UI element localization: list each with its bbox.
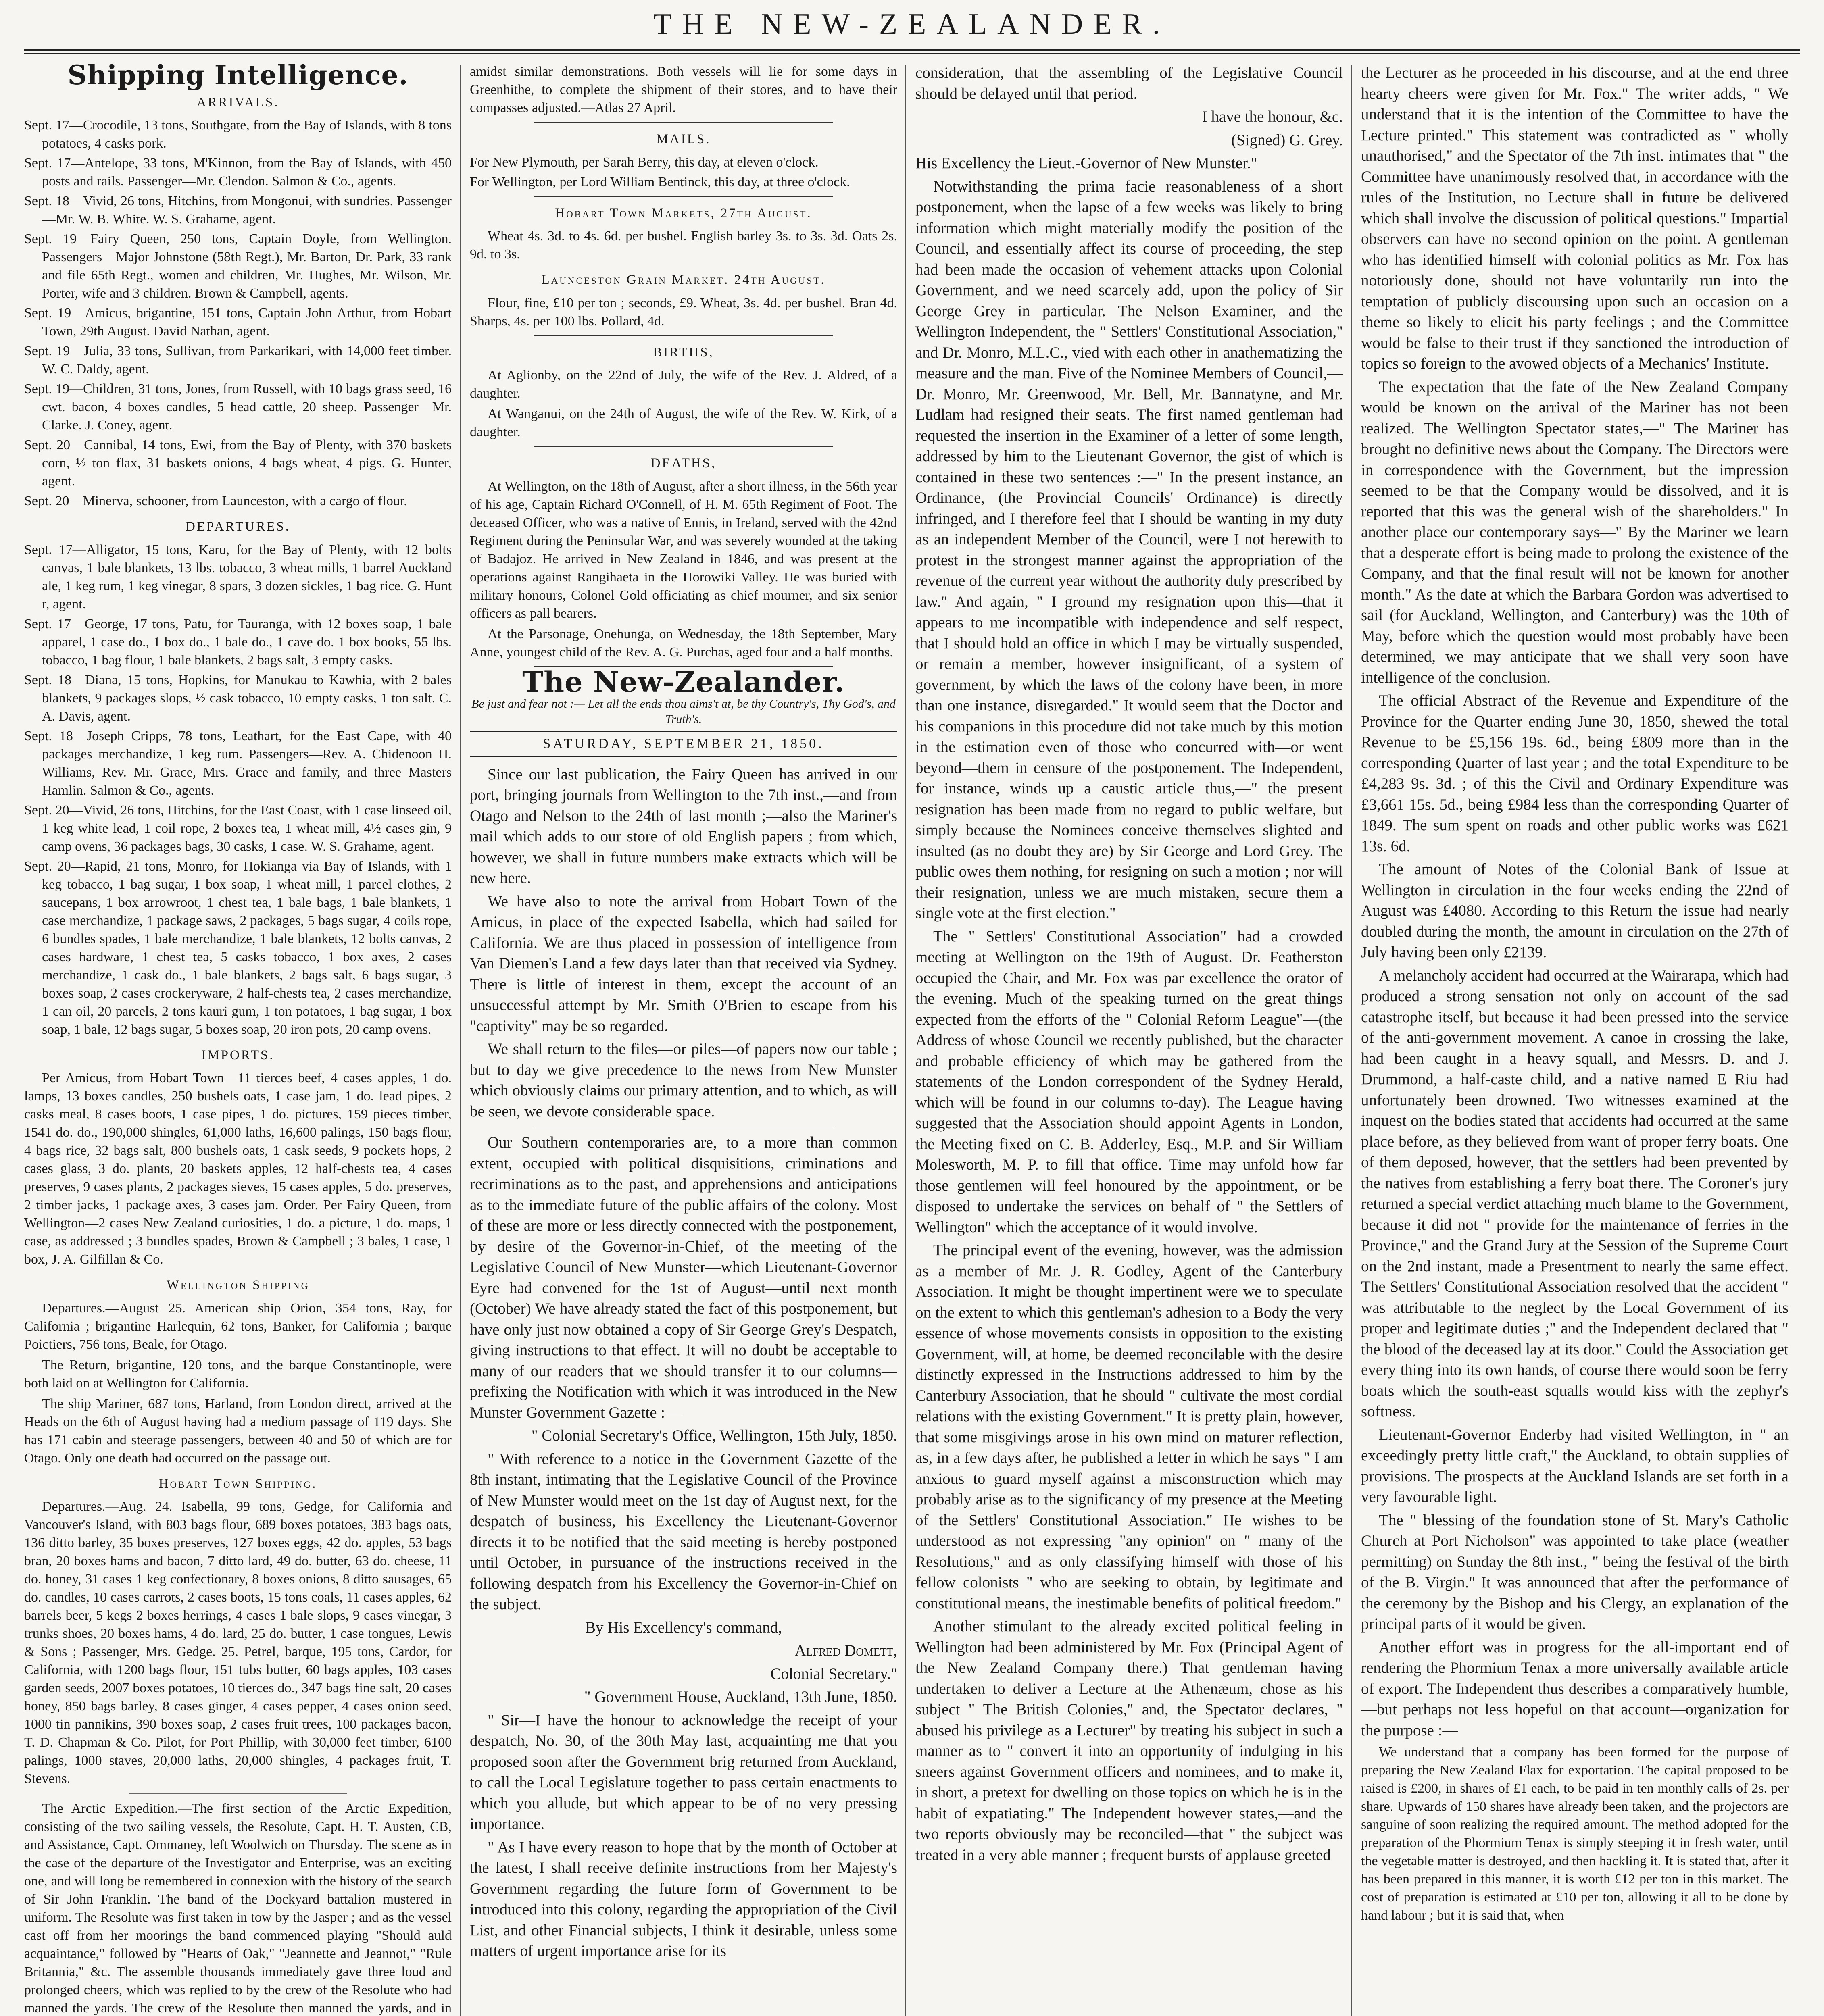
motto: Be just and fear not :— Let all the ends thou aims't at, be thy Country's, Thy God's, and Truth's. [471, 697, 896, 726]
divider [534, 446, 833, 447]
masthead-rule [24, 49, 1800, 51]
hobart-markets-heading: Hobart Town Markets, 27th August. [555, 206, 812, 221]
article-paragraph: The " blessing of the foundation stone of St. Mary's Catholic Church at Port Nicholson" was appointed to take place (weather permitting) on Sunday the 8th inst., " being the festival of the birth of the B. Virgin." It was announced that after the performance of the ceremony by the Bishop and his Clergy, an explanation of the principal parts of it would be given. [1361, 1511, 1789, 1633]
arrival-entry: Sept. 19—Fairy Queen, 250 tons, Captain Doyle, from Wellington. Passengers—Major Johnstone (58th Regt.), Mr. Barton, Dr. Park, 33 rank and file 65th Regt., women and children, Mr. Hughes, Mr. Wilson, Mr. Porter, wife and 3 children. Brown & Campbell, agents. [24, 231, 452, 301]
arctic-expedition-text: The Arctic Expedition.—The first section of the Arctic Expedition, consisting of the two sailing vessels, the Resolute, Capt. H. T. Austen, CB, and Assistance, Capt. Ommaney, left Woolwich on Thursday. The scene as in the case of the departure of the Investigator and Enterprise, was an exciting one, and will long be remembered in connexion with the history of the search of Sir John Franklin. The band of the Dockyard battalion mustered in uniform. The Resolute was first taken in tow by the Jasper ; and as the vessel cast off from her moorings the band commenced playing "Should auld acquaintance," followed by "Hearts of Oak," "Jeannette and Jeannot," "Rule Britannia," &c. The assemble thousands immediately gave three loud and prolonged cheers, which was replied to by the crew of the Resolute who had manned the yards. The crew of the Resolute then manned the yards, and in [24, 1801, 452, 2016]
wellington-text: The Return, brigantine, 120 tons, and the barque Constantinople, were both laid on at Wellington for California. [24, 1357, 452, 1391]
arrival-entry: Sept. 19—Children, 31 tons, Jones, from Russell, with 10 bags grass seed, 16 cwt. bacon, 4 boxes candles, 5 head cattle, 20 sheep. Passenger—Mr. Clarke. J. Coney, agent. [24, 381, 452, 433]
signatory-title: Colonial Secretary." [770, 1665, 897, 1683]
birth-entry: At Wanganui, on the 24th of August, the wife of the Rev. W. Kirk, of a daughter. [470, 406, 897, 439]
wellington-shipping-heading: Wellington Shipping [166, 1278, 310, 1292]
departure-entry: Sept. 18—Diana, 15 tons, Hopkins, for Manukau to Kawhia, with 2 bales blankets, 9 packages slops, ½ cask tobacco, 10 empty casks, 1 ton salt. C. A. Davis, agent. [24, 672, 452, 724]
article-paragraph: the Lecturer as he proceeded in his discourse, and at the end three hearty cheers were given for Mr. Fox." The writer adds, " We understand that it is the intention of the Committee to have the Lecture printed." This statement was contradicted as " wholly unauthorised," and the Spectator of the 7th inst. intimates that " the Committee have unanimously resolved that, in accordance with the rules of the Institution, no Lecture shall in future be delivered which shall involve the discussion of political questions." Impartial observers can have no second opinion on the point. A gentleman who has identified himself with colonial politics as Mr. Fox has notoriously done, should not have voluntarily run into the temptation of publicly discoursing upon such an occasion on a theme so likely to elicit his party feelings ; and the Committee would be false to their trust if they sanctioned the introduction of topics so foreign to the avowed objects of a Mechanics' Institute. [1361, 64, 1789, 372]
divider [534, 122, 833, 123]
arrival-entry: Sept. 19—Amicus, brigantine, 151 tons, Captain John Arthur, from Hobart Town, 29th August. David Nathan, agent. [24, 306, 452, 339]
column-2 [470, 62, 897, 2016]
divider [129, 1793, 347, 1794]
deaths-heading: DEATHS, [650, 456, 717, 471]
departures-heading: DEPARTURES. [186, 519, 290, 534]
hobart-shipping-heading: Hobart Town Shipping. [158, 1476, 317, 1491]
editorial-paragraph: Since our last publication, the Fairy Queen has arrived in our port, bringing journals from Wellington to the 7th inst.,—and from Otago and Nelson to the 24th of last month ;—also the Mariner's mail which adds to our store of old English papers ; from which, however, we shall in future numbers make extracts which will be new here. [470, 765, 897, 887]
notice-text: " With reference to a notice in the Government Gazette of the 8th instant, intimating that the Legislative Council of the Province of New Munster would meet on the 1st day of August next, for the despatch of business, his Excellency the Lieutenant-Governor directs it to be notified that the said meeting is hereby postponed until October, in pursuance of the instructions received in the following despatch from his Excellency the Governor-in-Chief on the subject. [470, 1450, 897, 1613]
mails-heading: MAILS. [656, 132, 711, 146]
masthead-title: THE NEW-ZEALANDER. [653, 8, 1171, 41]
article-paragraph: The amount of Notes of the Colonial Bank of Issue at Wellington in circulation in the four weeks ending the 22nd of August was £4080. According to this Return the issue had nearly doubled during the month, the amount in circulation on the 27th of July having been only £2139. [1361, 860, 1789, 961]
arctic-continued: amidst similar demonstrations. Both vessels will lie for some days in Greenhithe, to complete the shipment of their stores, and to have their compasses adjusted.—Atlas 27 April. [470, 64, 897, 115]
article-paragraph: The " Settlers' Constitutional Association" had a crowded meeting at Wellington on the 19th of August. Dr. Featherston occupied the Chair, and Mr. Fox was par excellence the orator of the evening. Much of the speaking turned on the great things expected from the efforts of the " Colonial Reform League"—(the Address of whose Council we recently published, but the character and probable efficiency of which may be gathered from the statements of the London correspondent of the Sydney Herald, which will be found in our columns to-day). The League having suggested that the Association should appoint Agents in London, the Meeting fixed on C. B. Adderley, Esq., M.P. and Sir William Molesworth, M. P. to fill that office. Time may unfold how far those gentlemen will feel honoured by the appointment, or be disposed to undertake the services on behalf of " the Settlers of Wellington" which the acceptance of it would involve. [915, 927, 1343, 1236]
launceston-market-heading: Launceston Grain Market. 24th August. [541, 273, 826, 287]
column-1 [24, 62, 452, 2016]
article-paragraph: A melancholy accident had occurred at the Wairarapa, which had produced a strong sensation not only on account of the sad catastrophe itself, but because it had been pressed into the service of the anti-government movement. A canoe in crossing the lake, had been caught in a heavy squall, and Messrs. D. and J. Drummond, a half-caste child, and a native named E Riu had unfortunately been drowned. Two witnesses examined at the inquest on the bodies stated that accidents had occurred at the same place before, as they believed from want of proper ferry boats. One of them deposed, however, that the settlers had been prevented by the natives from establishing a ferry boat there. The Coroner's jury returned a special verdict attaching much blame to the Government, because it did not " provide for the maintenance of ferries in the Province," and the Grand Jury at the Session of the Supreme Court on the 2nd instant, made a Presentment to nearly the same effect. The Settlers' Constitutional Association resolved that the accident " was attributable to the neglect by the Local Government of its proper and legitimate duties ;" and the Independent declared that " the blood of the deceased lay at its door." Could the Association get every thing into its own hands, of course there would soon be ferry boats which the south-east squalls would kiss with the zephyr's softness. [1361, 966, 1789, 1420]
hobart-text: Departures.—Aug. 24. Isabella, 99 tons, Gedge, for California and Vancouver's Island, with 803 bags flour, 689 boxes potatoes, 383 bags oats, 136 ditto barley, 35 boxes preserves, 127 boxes eggs, 42 do. apples, 53 bags bran, 20 boxes hams and bacon, 7 ditto lard, 49 do. butter, 63 do. cheese, 11 do. honey, 31 cases 1 keg confectionary, 8 boxes onions, 8 ditto sausages, 65 do. candles, 10 cases carrots, 2 cases boots, 15 tons coals, 11 cases apples, 62 barrels beer, 5 kegs 2 boxes herrings, 4 cases 1 bale slops, 9 cases vinegar, 3 trunks shoes, 20 boxes hams, 4 do. lard, 25 do. butter, 1 case tongues, Lewis & Sons ; Passenger, Mrs. Gedge. 25. Petrel, barque, 195 tons, Cardor, for California, with 1200 bags flour, 151 tubs butter, 60 bags apples, 103 cases garden seeds, 2007 boxes potatoes, 10 tierces do., 347 bags fine salt, 20 cases honey, 850 bags barley, 8 cases ginger, 4 cases pepper, 4 cases onion seed, 1000 tin pannikins, 390 boxes soap, 2 cases fruit trees, 100 packages bacon, T. D. Chapman & Co. Pilot, for Port Phillip, with 30,000 feet timber, 6100 palings, 1000 staves, 20,000 laths, 20,000 shingles, 4 packages fruit, T. Stevens. [24, 1499, 452, 1786]
divider [534, 196, 833, 197]
editorial-paragraph: We shall return to the files—or piles—of papers now our table ; but to day we give precedence to the news from New Munster which obviously claims our primary attention, and to which, as will be seen, we devote considerable space. [470, 1040, 897, 1120]
departure-entry: Sept. 17—Alligator, 15 tons, Karu, for the Bay of Plenty, with 12 bolts canvas, 1 bale blankets, 13 lbs. tobacco, 3 wheat mills, 1 barrel Auckland ale, 1 keg rum, 1 keg vinegar, 8 spars, 3 dozen sickles, 1 bag rice. G. Hunt r, agent. [24, 542, 452, 612]
editorial-paragraph: Our Southern contemporaries are, to a more than common extent, occupied with political disquisitions, criminations and recriminations as to the past, and apprehensions and anticipations as to the immediate future of the public affairs of the colony. Most of these are more or less directly connected with the postponement, by desire of the Governor-in-Chief, of the meeting of the Legislative Council of New Munster—which Lieutenant-Governor Eyre had convened for the 1st of August—until next month (October) We have already stated the fact of this postponement, but have only just now obtained a copy of Sir George Grey's Despatch, giving instructions to that effect. It will no doubt be acceptable to many of our readers that we should transfer it to our columns—prefixing the Notification with which it was introduced in the New Munster Government Gazette :— [470, 1134, 897, 1421]
column-divider [1351, 65, 1352, 2016]
arrivals-heading: ARRIVALS. [196, 95, 279, 110]
arrival-entry: Sept. 20—Minerva, schooner, from Launceston, with a cargo of flour. [24, 494, 407, 508]
honour-line: I have the honour, &c. [1202, 108, 1343, 125]
launceston-market-text: Flour, fine, £10 per ton ; seconds, £9. Wheat, 3s. 4d. per bushel. Bran 4d. Sharps, 4s. per 100 lbs. Pollard, 4d. [470, 295, 897, 329]
column-divider [905, 65, 906, 2016]
imports-heading: IMPORTS. [201, 1048, 275, 1062]
column-divider [460, 65, 461, 2016]
imports-text: Per Amicus, from Hobart Town—11 tierces beef, 4 cases apples, 1 do. lamps, 13 boxes candles, 250 bushels oats, 1 case jam, 1 do. lead pipes, 2 casks meal, 8 cases boots, 1 case pipes, 1 do. pictures, 159 pieces timber, 1541 do. do., 190,000 shingles, 61,000 laths, 16,600 palings, 150 bags flour, 4 bags rice, 32 bags salt, 800 bushels oats, 1 cask seeds, 9 pockets hops, 2 cases glass, 3 do. plants, 20 baskets apples, 12 half-chests tea, 4 cases preserves, 9 cases plants, 2 packages sieves, 15 cases apples, 5 do. preserves, 2 timber jacks, 1 package axes, 3 cases jam. Order. Per Fairy Queen, from Wellington—2 cases New Zealand curiosities, 1 do. a picture, 1 do. maps, 1 case, as addressed ; 3 bundles spades, Brown & Campbell ; 3 bales, 1 case, 1 box, J. A. Gilfillan & Co. [24, 1070, 452, 1267]
mail-entry: For Wellington, per Lord William Bentinck, this day, at three o'clock. [470, 174, 850, 190]
arrival-entry: Sept. 17—Antelope, 33 tons, M'Kinnon, from the Bay of Islands, with 450 posts and rails. Passenger—Mr. Clendon. Salmon & Co., agents. [24, 156, 452, 189]
hobart-markets-text: Wheat 4s. 3d. to 4s. 6d. per bushel. English barley 3s. to 3s. 3d. Oats 2s. 9d. to 3s. [470, 229, 897, 262]
editorial-paragraph: We have also to note the arrival from Hobart Town of the Amicus, in place of the expected Isabella, which had sailed for California. We are thus placed in possession of intelligence from Van Diemen's Land a few days later than that received via Sydney. There is little of interest in them, except the account of an unsuccessful attempt by Mr. Smith O'Brien to escape from his "captivity" may be so regarded. [470, 892, 897, 1035]
article-paragraph: The expectation that the fate of the New Zealand Company would be known on the arrival of the Mariner has not been realized. The Wellington Spectator states,—" The Mariner has brought no definitive news about the Company. The Directors were in correspondence with the Government, but the impression seemed to be that the Company would be dissolved, and it is reported that this was the general wish of the shareholders." In another place our contemporary says—" By the Mariner we learn that a desperate effort is being made to prolong the existence of the Company, and that the final result will not be known for another month." As the date at which the Barbara Gordon was advertised to sail (for Auckland, Wellington, and Canterbury) was the 10th of May, before which the question would most probably have been determined, we may anticipate that we shall very soon have intelligence of the conclusion. [1361, 378, 1789, 686]
departure-entry: Sept. 20—Vivid, 26 tons, Hitchins, for the East Coast, with 1 case linseed oil, 1 keg white lead, 1 coil rope, 2 boxes tea, 1 wheat mill, 4½ cases gin, 9 camp ovens, 36 packages bags, 30 casks, 1 case. W. S. Grahame, agent. [24, 802, 452, 854]
article-paragraph: Another stimulant to the already excited political feeling in Wellington had been administered by Mr. Fox (Principal Agent of the New Zealand Company there.) That gentleman having undertaken to deliver a Lecture at the Athenæum, chose as his subject " The British Colonies," and, the Spectator declares, " abused his privilege as a Lecturer" by treating his subject in such a manner as to " convert it into an opportunity of indulging in his sneers against Government officers and nominees, and to make it, in short, a pretext for dwelling on those topics on which he is in the habit of expatiating." The Independent however states,—and the two reports obviously may be reconciled—that " the subject was treated in a very able manner ; frequent bursts of applause greeted [915, 1618, 1343, 1864]
shipping-heading: Shipping Intelligence. [67, 62, 409, 91]
departure-entry: Sept. 18—Joseph Cripps, 78 tons, Leathart, for the East Cape, with 40 packages merchandize, 1 keg rum. Passengers—Rev. A. Chidenoon H. Williams, Rev. Mr. Grace, Mrs. Grace and family, and three Masters Hamlin. Salmon & Co., agents. [24, 728, 452, 798]
death-entry: At the Parsonage, Onehunga, on Wednesday, the 18th September, Mary Anne, youngest child of the Rev. A. G. Purchas, aged four and a half months. [470, 626, 897, 660]
departure-entry: Sept. 20—Rapid, 21 tons, Monro, for Hokianga via Bay of Islands, with 1 keg tobacco, 1 bag sugar, 1 box soap, 1 wheat mill, 1 parcel clothes, 2 saucepans, 1 box arrowroot, 1 chest tea, 1 bale bags, 1 bale blankets, 1 case merchandize, 1 package saws, 2 packages, 5 bags sugar, 4 coils rope, 6 bundles spades, 1 bale merchandize, 1 bale blankets, 12 bolts canvas, 2 cases hardware, 1 chest tea, 5 casks tobacco, 1 box axes, 2 cases merchandize, 1 cask do., 1 bale blankets, 2 bags salt, 6 bags sugar, 3 boxes soap, 2 cases crockeryware, 2 half-chests tea, 2 cases merchandize, 1 can oil, 20 parcels, 2 tons kauri gum, 1 ton potatoes, 1 bag sugar, 1 box soap, 1 bale, 12 bags sugar, 5 boxes soap, 20 iron pots, 20 camp ovens. [24, 858, 452, 1037]
column-4 [1361, 62, 1789, 2016]
arrival-entry: Sept. 19—Julia, 33 tons, Sullivan, from Parkarikari, with 14,000 feet timber. W. C. Daldy, agent. [24, 344, 452, 377]
signatory-name: Alfred Domett, [794, 1642, 897, 1659]
birth-entry: At Aglionby, on the 22nd of July, the wife of the Rev. J. Aldred, of a daughter. [470, 368, 897, 401]
government-house-dateline: " Government House, Auckland, 13th June, 1850. [584, 1688, 897, 1706]
departure-entry: Sept. 17—George, 17 tons, Patu, for Tauranga, with 12 boxes soap, 1 bale apparel, 1 case do., 1 box do., 1 bale do., 1 cave do. 1 box books, 55 lbs. tobacco, 1 bag flour, 1 bale blankets, 2 bags salt, 3 empty casks. [24, 616, 452, 668]
addressee-line: His Excellency the Lieut.-Governor of New Munster." [915, 154, 1257, 172]
mail-entry: For New Plymouth, per Sarah Berry, this day, at eleven o'clock. [470, 154, 819, 170]
article-paragraph: The official Abstract of the Revenue and Expenditure of the Province for the Quarter ending June 30, 1850, shewed the total Revenue to be £5,156 19s. 6d., being £809 more than in the corresponding Quarter of last year ; and the total Expenditure to be £4,283 9s. 3d. ; of this the Civil and Ordinary Expenditure was £3,661 15s. 5d., being £984 less than the corresponding Quarter of 1849. The sum spent on roads and other public works was £621 13s. 6d. [1361, 692, 1789, 855]
wellington-text: Departures.—August 25. American ship Orion, 354 tons, Ray, for California ; brigantine Harlequin, 62 tons, Banker, for California ; barque Poictiers, 756 tons, Beale, for Otago. [24, 1300, 452, 1352]
wellington-text: The ship Mariner, 687 tons, Harland, from London direct, arrived at the Heads on the 6th of August having had a medium passage of 119 days. She has 171 cabin and steerage passengers, between 40 and 50 of which are for Otago. Only one death had occurred on the passage out. [24, 1396, 452, 1466]
despatch-paragraph: " Sir—I have the honour to acknowledge the receipt of your despatch, No. 30, of the 30th May last, acquainting me that you proposed soon after the Government brig returned from Auckland, to call the Local Legislature together to pass certain enactments to which you allude, but which appear to be of no very pressing importance. [470, 1711, 897, 1833]
article-paragraph: The principal event of the evening, however, was the admission as a member of Mr. J. R. Godley, Agent of the Canterbury Association. It might be thought impertinent were we to speculate on the extent to which this gentleman's adhesion to a Body the very essence of whose movements consists in opposition to the existing Government, will, at home, be deemed reconcilable with the desire distinctly expressed in the Instructions addressed to him by the Canterbury Association, that he should " cultivate the most cordial relations with the existing Government." It is pretty plain, however, that some misgivings arose in his own mind on maturer reflection, as, in a few days after, he published a letter in which he says " I am anxious to guard myself against a misconstruction which may probably arise as to the significancy of my presence at the Meeting of the Settlers' Constitutional Association." He wishes to be understood as not expressing "any opinion" on " many of the Resolutions," and as only classifying himself with those of his fellow colonists " who are seeking to obtain, by legitimate and constitutional means, the inestimable benefits of political freedom." [915, 1241, 1343, 1612]
arrival-entry: Sept. 20—Cannibal, 14 tons, Ewi, from the Bay of Plenty, with 370 baskets corn, ½ ton flax, 31 baskets onions, 4 bags wheat, 4 pigs. G. Hunter, agent. [24, 437, 452, 489]
article-paragraph: Notwithstanding the prima facie reasonableness of a short postponement, when the lapse of a few weeks was likely to bring information which might materially modify the position of the Council, and essentially affect its course of proceeding, the step had been made the occasion of vehement attacks upon Colonial Government, and we need scarcely add, upon the policy of Sir George Grey in particular. The Nelson Examiner, and the Wellington Independent, the " Settlers' Constitutional Association," and Dr. Monro, M.L.C., vied with each other in anathematizing the measure and the man. Five of the Nominee Members of Council,—Dr. Monro, Mr. Greenwood, Mr. Bell, Mr. Bannatyne, and Mr. Ludlam had resigned their seats. The first named gentleman had requested the insertion in the Examiner of a letter of some length, addressed by him to the Lieutenant Governor, the gist of which is contained in these two sentences :—" In the present instance, an Ordinance, (the Provincial Councils' Ordinance) is directly infringed, and I therefore feel that I should be wanting in my duty as an independent Member of the Council, were I not herewith to protest in the strongest manner against the appropriation of the revenue of the current year without the authority duly prescribed by law." And again, " I ground my resignation upon this—that it appears to me incompatible with independence and self respect, that I should hold an office in which I may be virtually suspended, or remain a member, however insignificant, of a system of government, by which the laws of the colony have been, in more than one instance, disregarded." It would seem that the Doctor and his companions in this procedure did not take much by this motion in the estimation even of those who concurred with—or went beyond—them in censure of the postponement. The Independent, for instance, winds up a caustic article thus,—" the present resignation has been made from no regard to public welfare, but simply because the Nominees conceive themselves slighted and insulted (as no doubt they are) by Sir George and Lord Grey. The public owes them nothing, for resigning on such a motion ; nor will their resignation, unless we are much mistaken, secure them a single vote at the first election." [915, 177, 1343, 922]
arrival-entry: Sept. 17—Crocodile, 13 tons, Southgate, from the Bay of Islands, with 8 tons potatoes, 4 casks pork. [24, 118, 452, 151]
editorial-title: The New-Zealander. [522, 665, 845, 699]
signed-line: (Signed) G. Grey. [1231, 131, 1343, 149]
flax-quote: We understand that a company has been formed for the purpose of preparing the New Zealand Flax for exportation. The capital proposed to be raised is £200, in shares of £1 each, to be paid in ten monthly calls of 2s. per share. Upwards of 150 shares have already been taken, and the projectors are sanguine of soon realizing the required amount. The method adopted for the preparation of the Phormium Tenax is simply steeping it in fresh water, until the vegetable matter is destroyed, and then hackling it. It is stated that, after it has been prepared in this manner, it is worth £12 per ton in this market. The cost of preparation is estimated at £10 per ton, allowing it all to be done by hand labour ; but it is said that, when [1361, 1745, 1789, 1923]
despatch-continued: consideration, that the assembling of the Legislative Council should be delayed until that period. [915, 64, 1343, 102]
column-3 [915, 62, 1343, 2016]
command-line: By His Excellency's command, [585, 1618, 782, 1636]
office-dateline: " Colonial Secretary's Office, Wellington, 15th July, 1850. [531, 1427, 897, 1444]
article-paragraph: Lieutenant-Governor Enderby had visited Wellington, in " an exceedingly pretty little craft," the Auckland, to obtain supplies of provisions. The prospects at the Auckland Islands are set forth in a very favourable light. [1361, 1426, 1789, 1506]
despatch-paragraph: " As I have every reason to hope that by the month of October at the latest, I shall receive definite instructions from her Majesty's Government regarding the future form of Government to be introduced into this colony, regarding the appropriation of the Civil List, and other Financial subjects, I think it desirable, unless some matters of urgent importance arise for its [470, 1838, 897, 1960]
divider [534, 335, 833, 336]
death-entry: At Wellington, on the 18th of August, after a short illness, in the 56th year of his age, Captain Richard O'Connell, of H. M. 65th Regiment of Foot. The deceased Officer, who was a native of Ennis, in Ireland, served with the 42nd Regiment during the Peninsular War, and was severely wounded at the taking of Badajoz. He arrived in New Zealand in 1846, and was present at the operations against Rangihaeta in the Horowiki Valley. He was buried with military honours, Colonel Gold officiating as chief mourner, and six senior officers as pall bearers. [470, 479, 897, 621]
article-paragraph: Another effort was in progress for the all-important end of rendering the Phormium Tenax a more universally available article of export. The Independent thus describes a comparatively humble,—but perhaps not less hopeful on that account—organization for the purpose :— [1361, 1638, 1789, 1739]
births-heading: BIRTHS, [653, 345, 714, 360]
masthead-rule-thin [24, 53, 1800, 54]
issue-date: SATURDAY, SEPTEMBER 21, 1850. [470, 731, 897, 757]
arrival-entry: Sept. 18—Vivid, 26 tons, Hitchins, from Mongonui, with sundries. Passenger—Mr. W. B. White. W. S. Grahame, agent. [24, 194, 452, 227]
